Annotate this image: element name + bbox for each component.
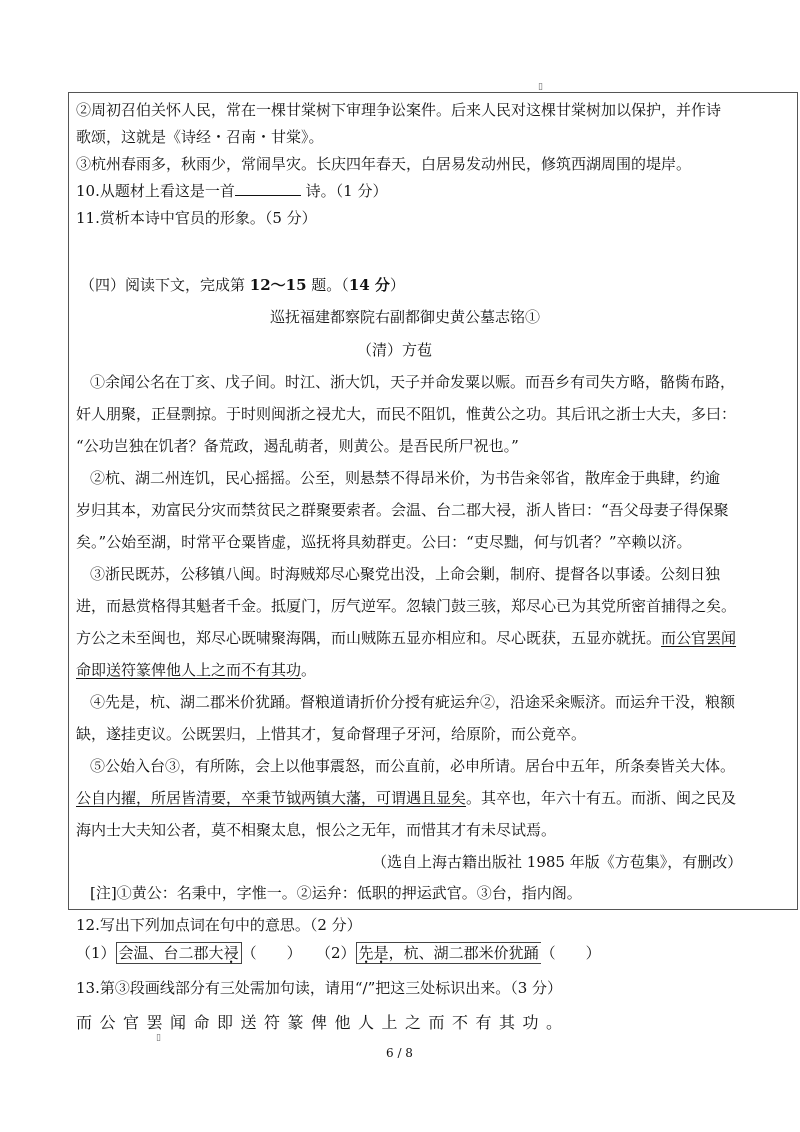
paragraph-4-line-1: ④先是，杭、湖二郡米价犹踊。督粮道请折价分授有疵运弁②，沿途采籴赈济。而运弁干没，粮额 [90,693,736,711]
question-12-item-1 [76,942,302,963]
underlined-sentence-part-1: 而公官罢闻 [661,629,737,647]
question-10-stem: 10.从题材上看这是一首 [76,182,235,200]
marker-bottom: ▯ [156,1033,161,1043]
underlined-sentence-p5: 公自内擢，所居皆清要，卒秉节钺两镇大藩，可谓遇且显矣 [76,789,467,807]
section-4-range: 12～15 [249,276,307,294]
paragraph-4-line-2: 缺，遂挂吏议。公既罢归，上惜其才，复命督理子牙河，给原阶，而公竟卒。 [76,725,587,743]
paragraph-1-line-3: “公功岂独在饥者？备荒政，遏乱萌者，则黄公。是吾民所尸祝也。” [76,437,519,455]
note-2-line-2: 歌颂，这就是《诗经・召南・甘棠》。 [76,128,324,146]
paragraph-3-line-4 [76,659,316,680]
passage-title: 巡抚福建都察院右副都御史黄公墓志铭① [270,308,541,326]
note-2-line-1: ②周初召伯关怀人民，常在一棵甘棠树下审理争讼案件。后来人民对这棵甘棠树加以保护，并作诗 [76,101,722,119]
paragraph-1-line-2: 奸人朋聚，正昼剽掠。于时则闽浙之祲尤大，而民不阻饥，惟黄公之功。其后讯之浙士大夫，多曰： [76,405,737,423]
paragraph-3-line-3 [76,627,736,648]
section-4-post: ） [389,276,405,294]
question-12-stem: 12.写出下列加点词在句中的意思。（2 分） [76,916,362,934]
paragraph-3-line-2: 进，而悬赏格得其魁者千金。抵厦门，厉气逆军。忽辕门鼓三骇，郑尽心已为其党所密首捕得之矣。 [76,597,737,615]
question-10-tail: 诗。（1 分） [305,182,388,200]
section-4-mid: 题。（ [306,276,349,294]
marker-top: ▯ [538,82,543,92]
passage-footnote: [注]①黄公：名秉中，字惟一。②运弁：低职的押运武官。③台，指内阁。 [90,884,582,902]
paragraph-5-line-3: 海内士大夫知公者，莫不相聚太息，恨公之无年，而惜其才有未尽试焉。 [76,821,557,839]
section-4-heading [80,274,405,295]
item-2-answer-paren[interactable]: （ ） [540,944,601,962]
item-2-number: （2） [316,944,356,962]
paragraph-3-line-3-text: 方公之未至闽也，郑尽心既啸聚海隅，而山贼陈五显亦相应和。尽心既获，五显亦就抚。 [76,629,662,647]
paragraph-3-line-1: ③浙民既苏，公移镇八闽。时海贼郑尽心聚党出没，上命会剿，制府、提督各以事诿。公刻日独 [90,565,721,583]
question-12-item-2 [316,942,601,963]
page-number: 6 / 8 [386,1046,413,1060]
section-4-score: 14 分 [348,276,390,294]
paragraph-2-line-2: 岁归其本，劝富民分灾而禁贫民之群聚要索者。会温、台二郡大祲，浙人皆曰：“吾父母妻子得保聚 [76,501,729,519]
item-2-dotted-word-2: 是 [373,944,389,962]
paragraph-5-line-2 [76,787,736,808]
section-4-pre: （四）阅读下文，完成第 [80,276,250,294]
item-1-number: （1） [76,944,116,962]
item-2-text: ，杭、湖二郡米价犹踊 [388,944,539,962]
paragraph-3-end: 。 [301,661,317,679]
item-1-dotted-word: 祲 [223,944,239,962]
item-1-quote [116,942,242,964]
paragraph-2-line-3: 矣。”公始至湖，时常平仓粟皆虚，巡抚将具劾群吏。公曰：“吏尽黜，何与饥者？”卒赖以济。 [76,533,692,551]
question-13-sentence[interactable]: 而公官罢闻命即送符篆俾他人上之而不有其功。 [76,1013,570,1032]
answer-blank[interactable] [235,181,301,196]
paragraph-2-line-1: ②杭、湖二州连饥，民心摇摇。公至，则悬禁不得昂米价，为书告籴邻省，散库金于典肆，约逾 [90,469,721,487]
item-2-quote [356,942,541,964]
question-10 [76,180,387,201]
paragraph-1-line-1: ①余闻公名在丁亥、戊子间。时江、浙大饥，天子并命发粟以赈。而吾乡有司失方略，骼胔布路， [90,373,736,391]
note-3: ③杭州春雨多，秋雨少，常闹旱灾。长庆四年春天，白居易发动州民，修筑西湖周围的堤岸。 [76,155,692,173]
paragraph-5-line-2-tail: 。其卒也，年六十有五。而浙、闽之民及 [466,789,737,807]
item-1-answer-paren[interactable]: （ ） [241,944,302,962]
item-1-text: 会温、台二郡大 [118,944,224,962]
question-13-stem: 13.第③段画线部分有三处需加句读，请用“/”把这三处标识出来。（3 分） [76,979,563,997]
paragraph-5-line-1: ⑤公始入台③，有所陈，会上以他事震怒，而公直前，必申所请。居台中五年，所条奏皆关大体。 [90,757,736,775]
question-11: 11.赏析本诗中官员的形象。（5 分） [76,209,317,227]
passage-author: （清）方苞 [357,341,433,359]
passage-source: （选自上海古籍出版社 1985 年版《方苞集》，有删改） [372,853,743,871]
underlined-sentence-part-2: 命即送符篆俾他人上之而不有其功 [76,661,302,679]
item-2-dotted-word-1: 先 [358,944,374,962]
